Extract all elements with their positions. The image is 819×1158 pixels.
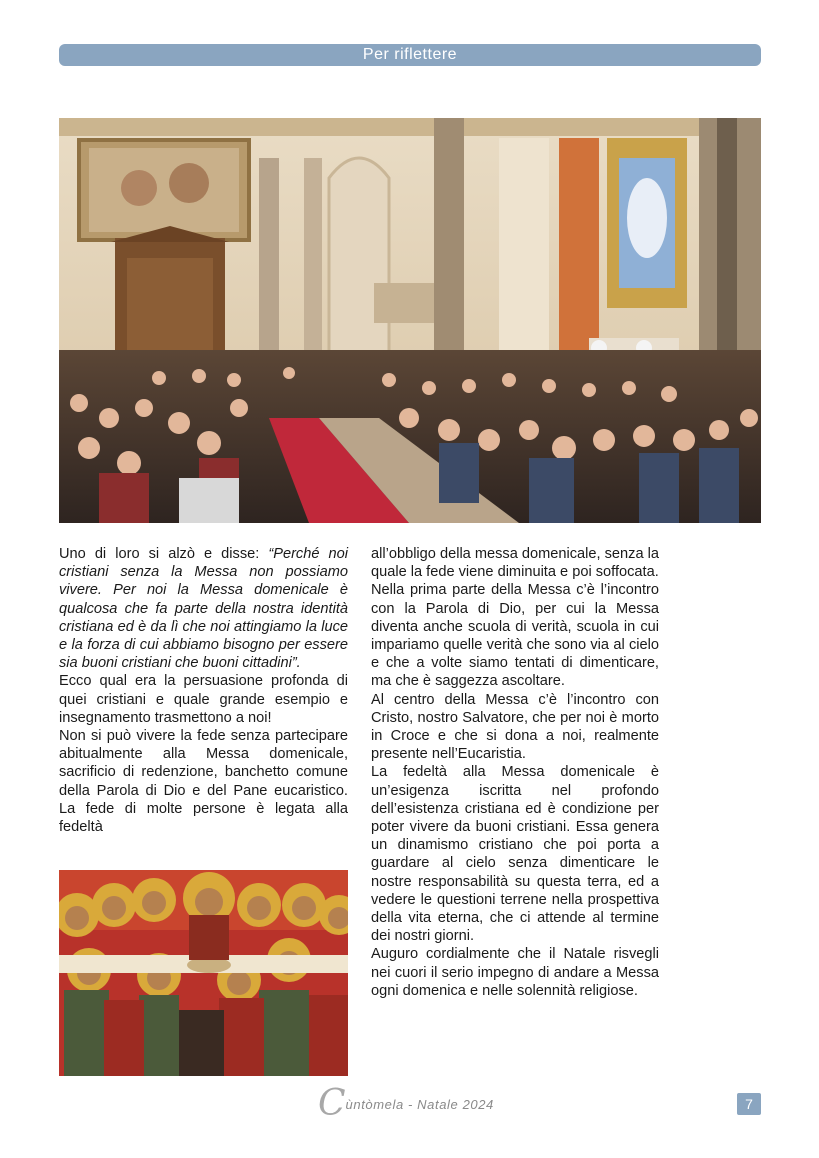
page-number: 7 [737,1093,761,1115]
left-text-column [59,545,348,836]
right-text-column [371,545,659,1000]
church-congregation-photo [59,118,761,523]
section-title-bar [59,44,761,66]
magazine-footer [318,1083,518,1124]
section-title: Per riflettere [362,46,458,63]
paragraph: Ecco qual era la persuasione profonda di quei cristiani e quale grande esempio e insegnamento trasmettono a noi! [59,673,348,726]
paragraph: Auguro cordialmente che il Natale risvegli nei cuori il serio impegno di andare a Messa ogni domenica e nelle solennità religiose. [371,946,659,999]
last-supper-icon-painting [59,870,348,1076]
paragraph [59,545,348,672]
magazine-title: ùntòmela - Natale 2024 [345,1097,494,1112]
paragraph-lead: Uno di loro si alzò e disse: [59,546,269,562]
paragraph: Al centro della Messa c’è l’incontro con Cristo, nostro Salvatore, che per noi è morto in Croce e che si dona a noi, realmente presente nell’Eucaristia. [371,691,659,763]
paragraph: all’obbligo della messa domenicale, senza la quale la fede viene diminuita e poi soffocata. [371,546,659,581]
paragraph: La fedeltà alla Messa domenicale è un’esigenza iscritta nel profondo dell’esistenza cristiana ed è condizione per poter vivere da buoni cristiani. Essa genera un dinamismo cristiano che poi porta a guardare al cielo senza dimenticare le nostre responsabilità su questa terra, ed a vedere le questioni terrene nella prospettiva della vita eterna, che ci attende al termine dei nostri giorni. [371,764,659,945]
paragraph: Nella prima parte della Messa c’è l’incontro con la Parola di Dio, per cui la Messa diventa anche scuola di verità, scuola in cui impariamo quelle verità che sono via al cielo e che a volte siamo tentati di dimenticare, ma che è saggezza ascoltare. [371,582,659,690]
magazine-initial: C [318,1083,346,1124]
paragraph: Non si può vivere la fede senza partecipare abitualmente alla Messa domenicale, sacrificio di redenzione, banchetto comune della Parola di Dio e del Pane eucaristico. La fede di molte persone è legata alla fedeltà [59,728,348,836]
quote-text: “Perché noi cristiani senza la Messa non possiamo vivere. Per noi la Messa domenicale è qualcosa che fa parte della nostra identità cristiana ed è da lì che noi attingiamo la luce e la forza di cui abbiamo bisogno per essere sia buoni cristiani che buoni cittadini”. [59,546,348,672]
